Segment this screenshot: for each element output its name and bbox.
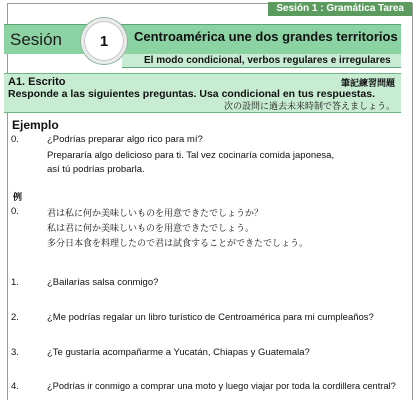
exercise-type-jp: 筆記練習問題: [340, 78, 395, 88]
exercise-code: A1. Escrito: [8, 76, 66, 88]
question-number: 3.: [11, 347, 19, 358]
lesson-subtitle: El modo condicional, verbos regulares e irregulares: [144, 55, 391, 66]
example-answer-line-2: así tú podrías probarla.: [47, 164, 145, 175]
instruction-text-jp: 次の設問に過去未来時制で答えましょう。: [223, 101, 395, 111]
example-answer-line-1: Prepararía algo delicioso para ti. Tal vez cocinaría comida japonesa,: [47, 150, 335, 161]
lesson-header: [4, 18, 401, 68]
example-jp-answer-line-2: 多分日本食を料理したので君は試食することができたでしょう。: [47, 238, 309, 248]
instruction-text: Responde a las siguientes preguntas. Usa condicional en tus respuestas.: [8, 88, 376, 100]
example-number: 0.: [11, 134, 19, 145]
question-text: ¿Podrías ir conmigo a comprar una moto y luego viajar por toda la cordillera central?: [47, 381, 396, 391]
exercise-instructions: [4, 73, 401, 113]
lesson-title: Centroamérica une dos grandes territorios: [134, 29, 398, 44]
question-number: 2.: [11, 312, 19, 323]
question-text: ¿Bailarías salsa conmigo?: [47, 277, 159, 288]
session-number-badge: 1: [81, 18, 127, 64]
example-question: ¿Podrías preparar algo rico para mí?: [47, 134, 203, 145]
question-number: 4.: [11, 381, 19, 392]
question-text: ¿Te gustaría acompañarme a Yucatán, Chiapas y Guatemala?: [47, 347, 310, 358]
example-jp-number: 0.: [11, 206, 19, 217]
question-text: ¿Me podrías regalar un libro turístico de Centroamérica para mi cumpleaños?: [47, 312, 374, 323]
session-tag: Sesión 1 : Gramática Tarea: [268, 2, 412, 16]
example-jp-question: 君は私に何か美味しいものを用意できたでしょうか？: [47, 208, 264, 218]
question-number: 1.: [11, 277, 19, 288]
sesion-label: Sesión: [10, 30, 62, 49]
example-heading: Ejemplo: [12, 118, 59, 132]
example-jp-answer-line-1: 私は君に何か美味しいものを用意できたでしょう。: [47, 223, 255, 233]
example-jp-heading: 例: [13, 192, 23, 202]
